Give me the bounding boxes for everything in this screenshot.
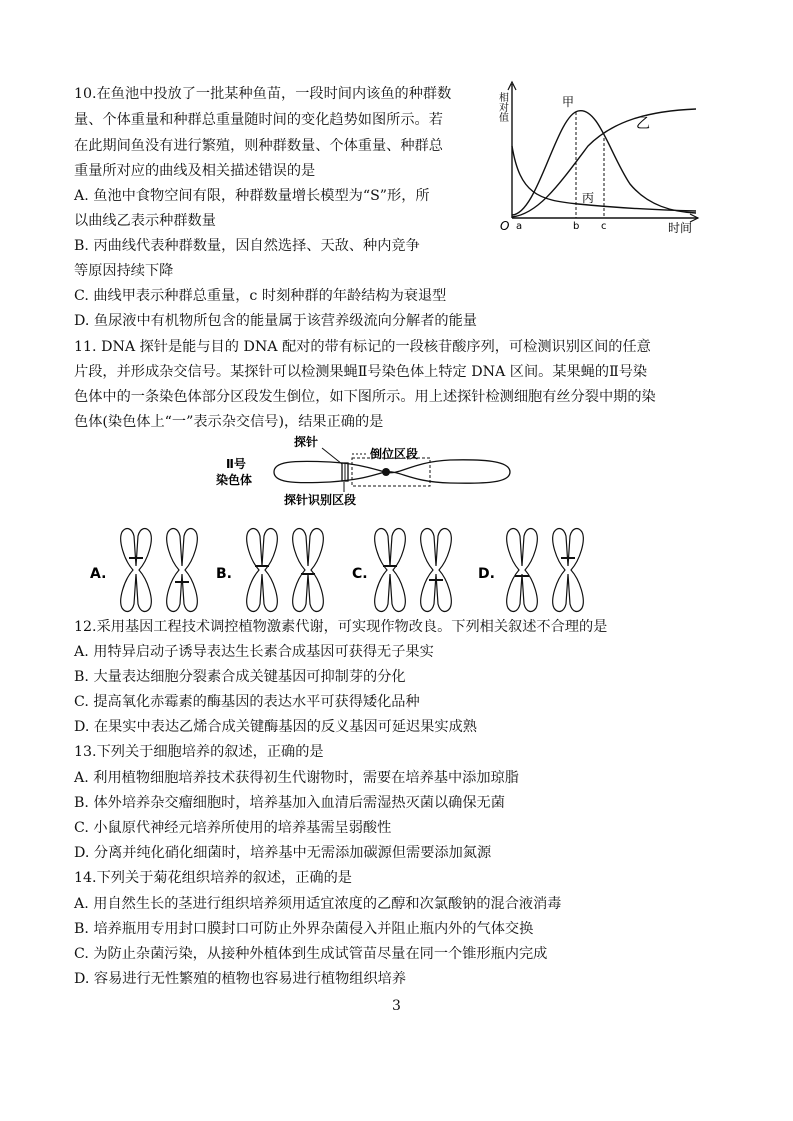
choice-b-chromosome-2 — [293, 529, 324, 612]
q12-option-c: C. 提高氧化赤霉素的酶基因的表达水平可获得矮化品种 — [74, 694, 420, 710]
choice-d-chromosome-1 — [507, 529, 538, 612]
q11-stem-line-4: 色体(染色体上“一”表示杂交信号)，结果正确的是 — [74, 414, 384, 430]
tick-b: b — [573, 221, 580, 232]
q14-option-d: D. 容易进行无性繁殖的植物也容易进行植物组织培养 — [74, 971, 407, 987]
choice-d-label: D. — [478, 566, 495, 582]
q14-option-c: C. 为防止杂菌污染，从接种外植体到生成试管苗尽量在同一个锥形瓶内完成 — [74, 946, 548, 962]
q13-option-a: A. 利用植物细胞培养技术获得初生代谢物时，需要在培养基中添加琼脂 — [74, 770, 519, 786]
chromosome-label-2: 染色体 — [216, 473, 253, 487]
q11-stem-line-3: 色体中的一条染色体部分区段发生倒位，如下图所示。用上述探针检测细胞有丝分裂中期的染 — [74, 389, 656, 405]
q12-option-b: B. 大量表达细胞分裂素合成关键基因可抑制芽的分化 — [74, 669, 406, 685]
q10-stem-line-1: 10.在鱼池中投放了一批某种鱼苗，一段时间内该鱼的种群数 — [74, 86, 452, 102]
q10-option-a-line-2: 以曲线乙表示种群数量 — [74, 213, 216, 229]
page-number: 3 — [392, 998, 401, 1014]
q12-option-d: D. 在果实中表达乙烯合成关键酶基因的反义基因可延迟果实成熟 — [74, 719, 477, 735]
q11-choices — [84, 530, 614, 610]
choice-d-chromosome-2 — [553, 529, 584, 612]
x-axis-label: 时间 — [668, 221, 693, 235]
q10-stem-line-2: 量、个体重量和种群总重量随时间的变化趋势如图所示。若 — [74, 112, 443, 128]
q13-option-c: C. 小鼠原代神经元培养所使用的培养基需呈弱酸性 — [74, 820, 392, 836]
tick-a: a — [516, 221, 523, 232]
label-yi: 乙 — [636, 116, 650, 132]
q10-option-b-line-2: 等原因持续下降 — [74, 263, 174, 279]
q10-option-c: C. 曲线甲表示种群总重量，c 时刻种群的年龄结构为衰退型 — [74, 288, 447, 304]
centromere — [382, 468, 390, 476]
q12-option-a: A. 用特异启动子诱导表达生长素合成基因可获得无子果实 — [74, 644, 434, 660]
q11-stem-line-2: 片段，并形成杂交信号。某探针可以检测果蝇Ⅱ号染色体上特定 DNA 区间。某果蝇的Ⅱ号染 — [74, 364, 648, 380]
q10-option-a-line-1: A. 鱼池中食物空间有限，种群数量增长模型为“S”形，所 — [74, 188, 430, 204]
q13-option-b: B. 体外培养杂交瘤细胞时，培养基加入血清后需湿热灭菌以确保无菌 — [74, 795, 505, 811]
y-axis-label: 相对值 — [496, 92, 508, 122]
q14-stem: 14.下列关于菊花组织培养的叙述，正确的是 — [74, 870, 352, 886]
q14-option-b: B. 培养瓶用专用封口膜封口可防止外界杂菌侵入并阻止瓶内外的气体交换 — [74, 921, 534, 937]
q11-chromosome-diagram — [210, 432, 540, 510]
q12-stem: 12.采用基因工程技术调控植物激素代谢，可实现作物改良。下列相关叙述不合理的是 — [74, 619, 608, 635]
label-bing: 丙 — [582, 191, 595, 205]
chromosome-body — [274, 460, 510, 483]
inversion-label: 倒位区段 — [370, 447, 419, 461]
q10-option-b-line-1: B. 丙曲线代表种群数量，因自然选择、天敌、种内竞争 — [74, 238, 420, 254]
choice-c-chromosome-1 — [375, 529, 406, 612]
choice-c-label: C. — [352, 566, 368, 582]
origin-label: O — [500, 219, 510, 233]
q14-option-a: A. 用自然生长的茎进行组织培养须用适宜浓度的乙醇和次氯酸钠的混合液消毒 — [74, 896, 562, 912]
q10-stem-line-4: 重量所对应的曲线及相关描述错误的是 — [74, 163, 316, 179]
label-jia: 甲 — [562, 95, 575, 109]
q10-graph — [498, 76, 708, 236]
probe-label: 探针 — [294, 435, 319, 449]
q10-option-d: D. 鱼尿液中有机物所包含的能量属于该营养级流向分解者的能量 — [74, 313, 477, 329]
chromosome-label-1: Ⅱ号 — [226, 457, 246, 471]
choice-a-chromosome-2 — [167, 529, 198, 612]
choice-c-chromosome-2 — [421, 529, 452, 612]
q13-stem: 13.下列关于细胞培养的叙述，正确的是 — [74, 744, 324, 760]
tick-c: c — [601, 221, 607, 232]
choice-b-label: B. — [216, 566, 232, 582]
q11-stem-line-1: 11. DNA 探针是能与目的 DNA 配对的带有标记的一段核苷酸序列，可检测识别区间的任意 — [74, 339, 651, 355]
choice-a-chromosome-1 — [121, 529, 152, 612]
recognition-label: 探针识别区段 — [284, 493, 357, 507]
choice-b-chromosome-1 — [247, 529, 278, 612]
choice-a-label: A. — [90, 566, 107, 582]
q13-option-d: D. 分离并纯化硝化细菌时，培养基中无需添加碳源但需要添加氮源 — [74, 845, 492, 861]
q10-stem-line-3: 在此期间鱼没有进行繁殖，则种群数量、个体重量、种群总 — [74, 138, 443, 154]
